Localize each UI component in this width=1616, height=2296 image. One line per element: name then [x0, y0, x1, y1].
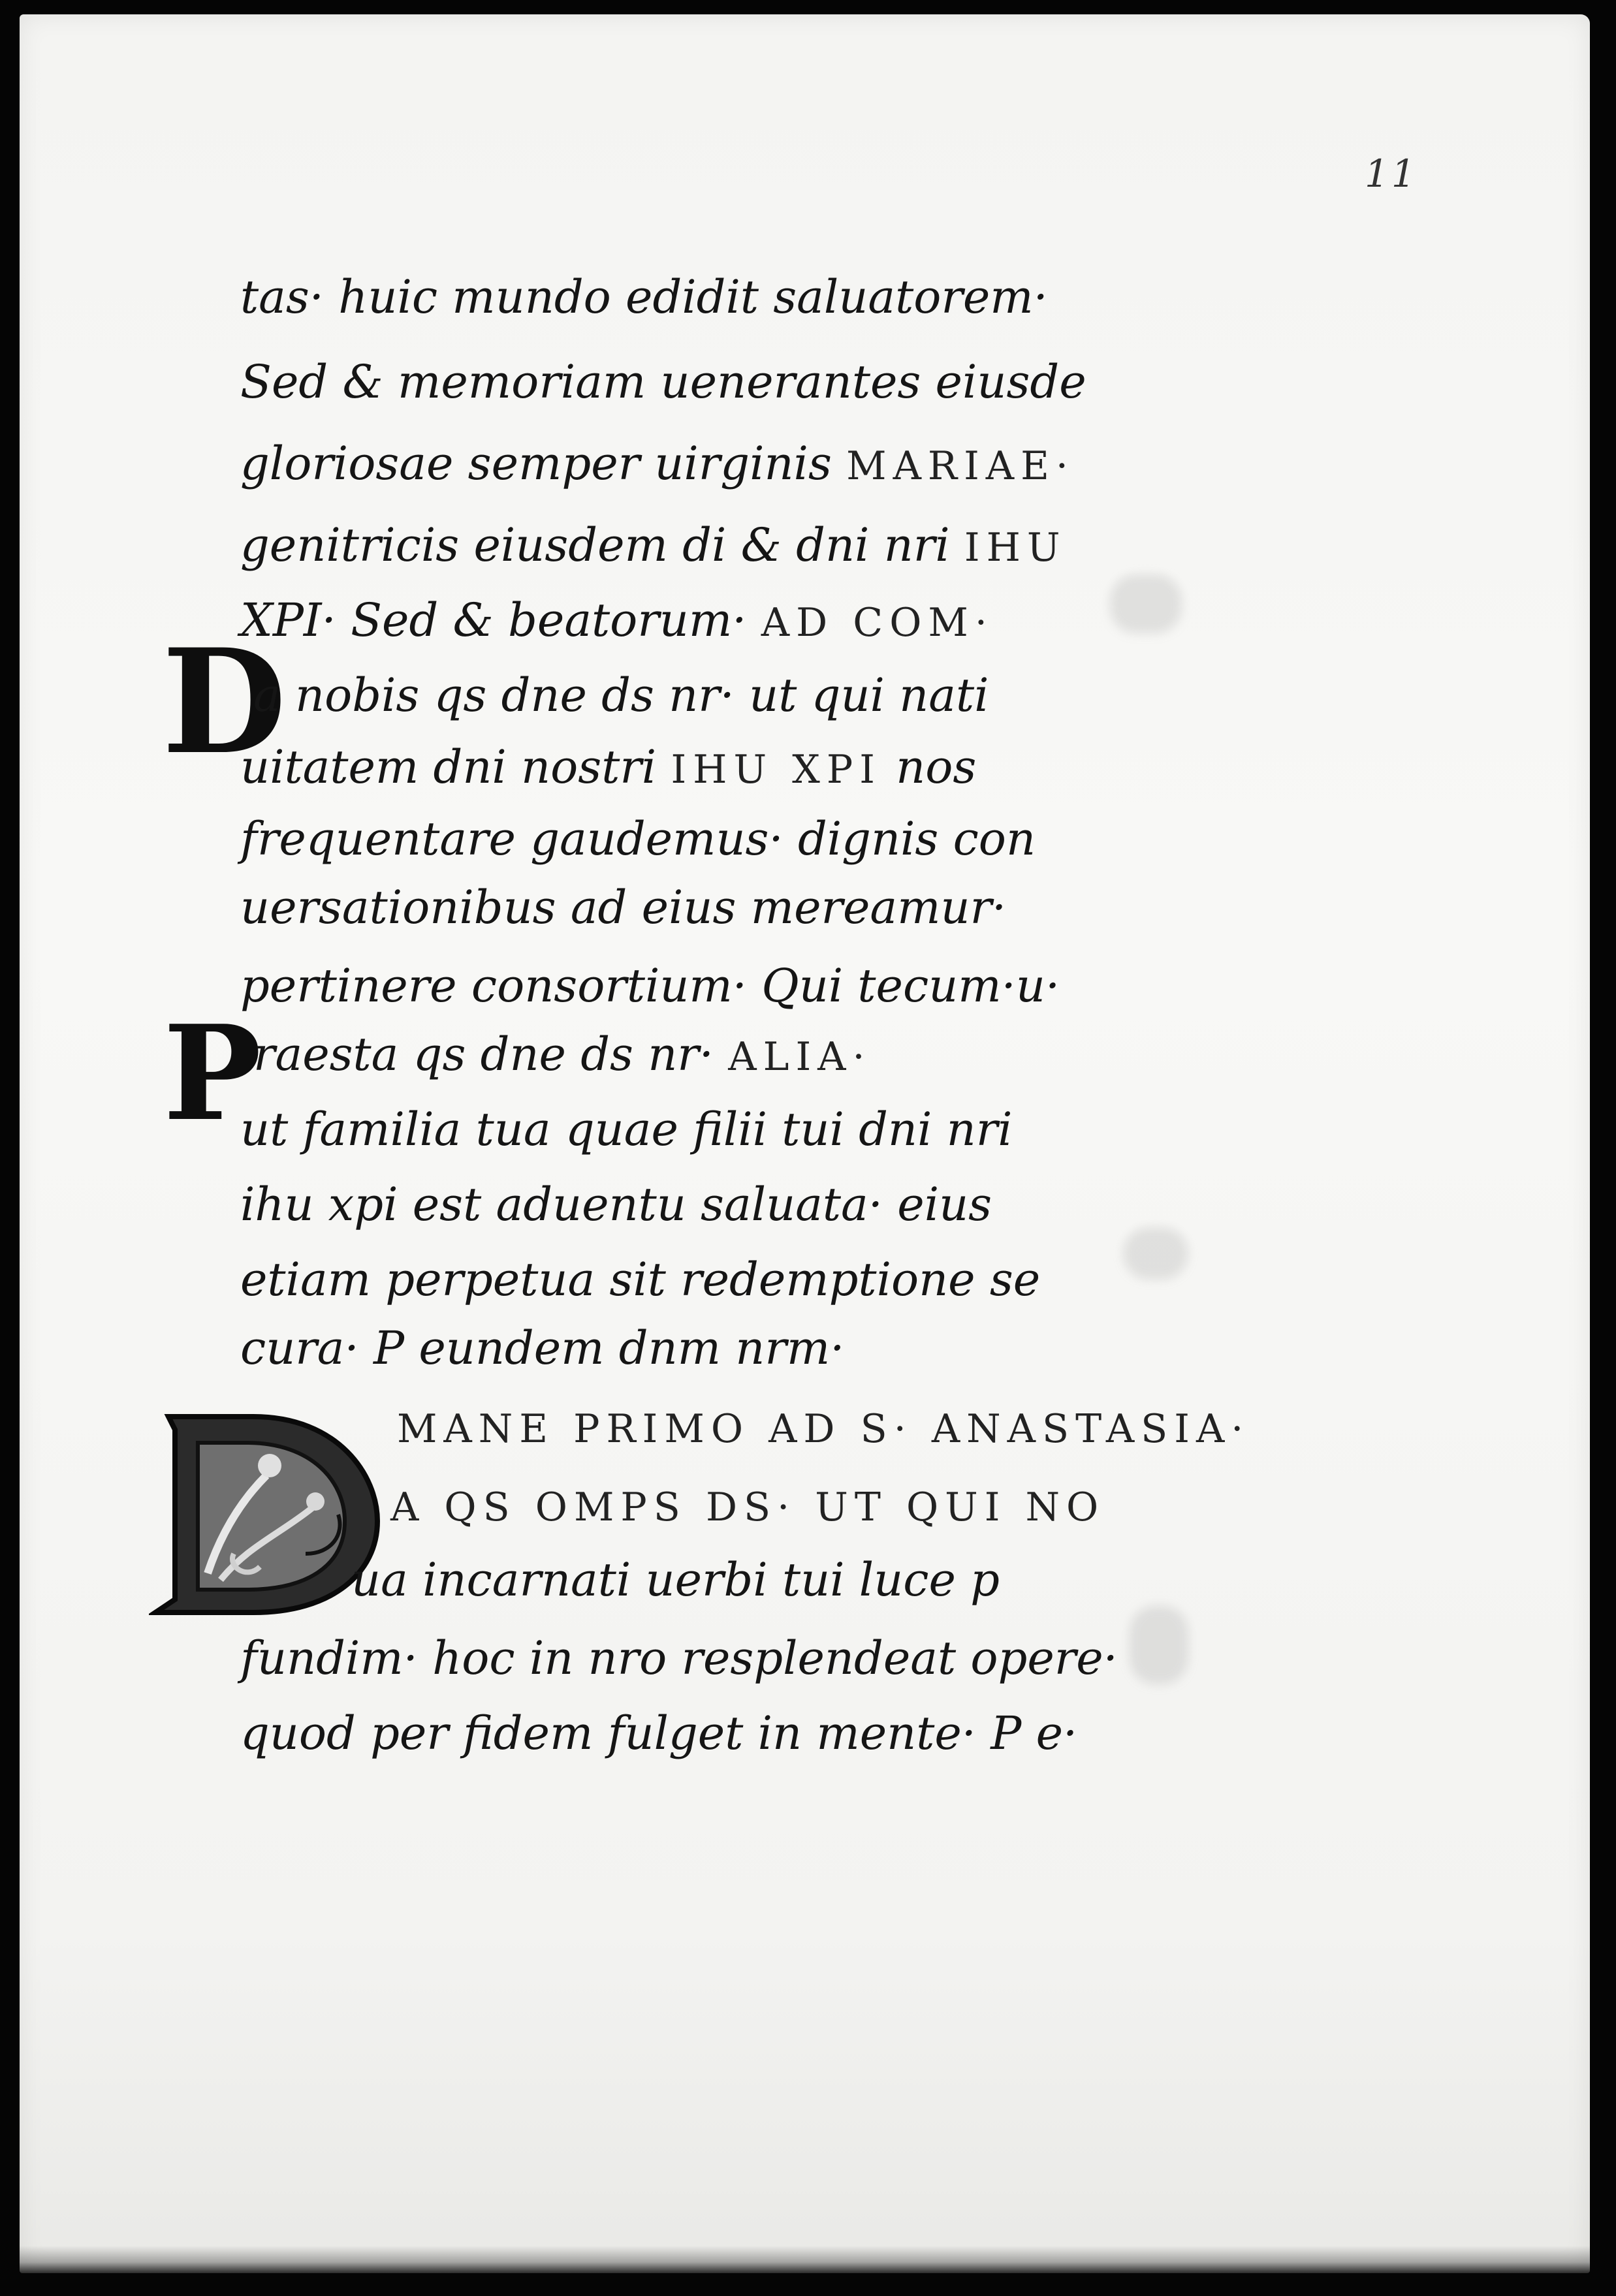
text-line: ua incarnati uerbi tui luce p [351, 1553, 1000, 1607]
rubric: AD COM· [761, 600, 994, 646]
leaf-bottom-edge [20, 2246, 1590, 2273]
bleed-through-mark [1110, 574, 1182, 633]
text-line: ihu xpi est aduentu saluata· eius [240, 1178, 992, 1231]
text-line: uitatem dni nostri IHU XPI nos [240, 740, 977, 794]
text-line: pertinere consortium· Qui tecum·u· [240, 959, 1060, 1013]
rubric: IHU XPI [671, 747, 881, 793]
decorated-initial-d-icon [149, 1404, 384, 1619]
text-line: a nobis qs dne ds nr· ut qui nati [253, 668, 989, 722]
text-line: genitricis eiusdem di & dni nri IHU [240, 518, 1067, 572]
rubric: A QS OMPS DS· UT QUI NO [390, 1485, 1105, 1530]
text-line: fundim· hoc in nro resplendeat opere· [240, 1631, 1118, 1685]
initial-letter-d: D [162, 617, 287, 786]
text-line: gloriosae semper uirginis MARIAE· [240, 437, 1075, 490]
rubric: MARIAE· [846, 443, 1075, 489]
text-line: XPI· Sed & beatorum· AD COM· [240, 593, 994, 647]
text-line: etiam perpetua sit redemptione se [240, 1253, 1041, 1306]
text-line: frequentare gaudemus· dignis con [240, 812, 1036, 866]
text-line: Sed & memoriam uenerantes eiusde [240, 355, 1086, 409]
text-line: uersationibus ad eius mereamur· [240, 881, 1007, 934]
rubric: MANE PRIMO AD S· ANASTASIA· [397, 1406, 1250, 1452]
rubric: IHU [964, 525, 1067, 571]
text-line: raesta qs dne ds nr· ALIA· [253, 1028, 872, 1081]
initial-letter-p: P [163, 997, 262, 1150]
bleed-through-mark [1123, 1227, 1188, 1280]
rubric: ALIA· [728, 1034, 872, 1080]
text-line [390, 1469, 1105, 1541]
text-line: quod per fidem fulget in mente· P e· [240, 1706, 1078, 1760]
folio-number: 11 [1365, 151, 1418, 196]
text-line [397, 1391, 1250, 1462]
text-line: tas· huic mundo edidit saluatorem· [240, 270, 1048, 324]
bleed-through-mark [1130, 1606, 1188, 1684]
text-line: cura· P eundem dnm nrm· [240, 1321, 845, 1375]
text-line: ut familia tua quae filii tui dni nri [240, 1103, 1013, 1156]
